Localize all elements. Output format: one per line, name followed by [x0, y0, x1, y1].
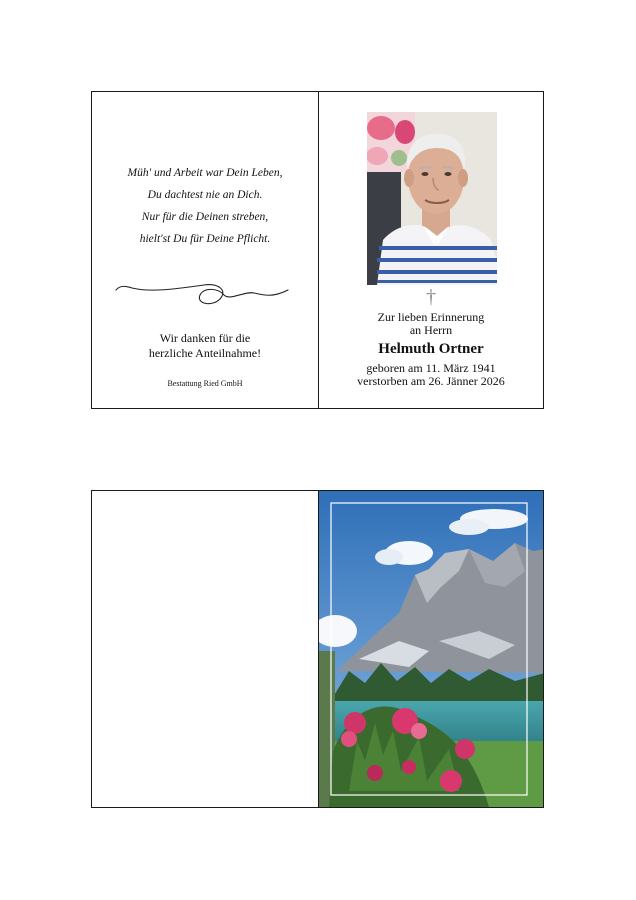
memory-line: Zur lieben Erinnerung [377, 310, 485, 324]
life-dates [319, 362, 543, 388]
thanks-text [92, 331, 318, 361]
left-panel [92, 92, 318, 408]
memory-text [319, 311, 543, 337]
poem-line: Du dachtest nie an Dich. [147, 189, 263, 201]
death-date: verstorben am 26. Jänner 2026 [357, 374, 505, 388]
birth-date: geboren am 11. März 1941 [366, 361, 496, 375]
poem-line: hielt'st Du für Deine Pflicht. [139, 233, 271, 245]
memorial-card-inside [91, 91, 544, 409]
poem [92, 162, 318, 250]
memory-line: an Herrn [409, 323, 453, 337]
back-panel-blank [92, 491, 318, 807]
mountain-landscape-image [319, 491, 543, 807]
undertaker-name: Bestattung Ried GmbH [167, 379, 243, 388]
thanks-line: herzliche Anteilnahme! [148, 346, 262, 360]
poem-line: Nur für die Deinen streben, [141, 211, 269, 223]
thanks-line: Wir danken für die [159, 331, 251, 345]
cross-icon: † [426, 286, 436, 308]
portrait-photo [367, 112, 497, 285]
memorial-card-outside [91, 490, 544, 808]
flourish-ornament [112, 280, 292, 312]
deceased-name: Helmuth Ortner [378, 341, 484, 357]
right-panel [319, 92, 543, 408]
poem-line: Müh' und Arbeit war Dein Leben, [127, 167, 283, 179]
